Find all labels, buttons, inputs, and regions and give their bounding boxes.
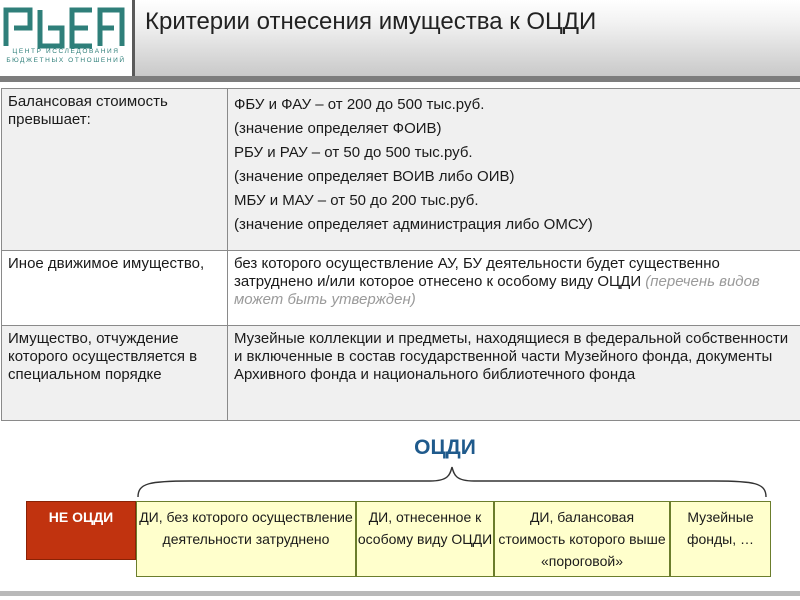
row3-label: Имущество, отчуждение которого осуществляется в специальном порядке [2, 326, 228, 421]
row2-content [228, 251, 800, 326]
ocdi-category-box: ДИ, без которого осуществление деятельности затруднено [136, 501, 356, 577]
row1-line: РБУ и РАУ – от 50 до 500 тыс.руб. [234, 144, 473, 161]
table-row [2, 326, 800, 421]
row1-line: (значение определяет ФОИВ) [234, 120, 442, 137]
criteria-table [1, 88, 800, 421]
row1-label: Балансовая стоимость превышает: [2, 89, 228, 251]
slide-header [0, 0, 800, 76]
ocdi-category-box: ДИ, отнесенное к особому виду ОЦДИ [356, 501, 494, 577]
footer-divider [0, 591, 800, 596]
row1-content [228, 89, 800, 251]
ocdi-category-box: Музейные фонды, … [670, 501, 771, 577]
row1-line: (значение определяет администрация либо ОМСУ) [234, 216, 593, 233]
table-row [2, 89, 800, 251]
ne-ocdi-box: НЕ ОЦДИ [26, 501, 136, 560]
ocdi-diagram [26, 501, 771, 577]
row1-line: МБУ и МАУ – от 50 до 200 тыс.руб. [234, 192, 479, 209]
row3-content: Музейные коллекции и предметы, находящиеся в федеральной собственности и включенные в состав государственной части Музейного фонда, документы Архивного фонда и национального библиотечного фонда [228, 326, 800, 421]
logo-subtitle-line-1: ЦЕНТР ИССЛЕДОВАНИЯ [12, 48, 120, 55]
diagram-title: ОЦДИ [414, 436, 476, 459]
table-row [2, 251, 800, 326]
row1-line: ФБУ и ФАУ – от 200 до 500 тыс.руб. [234, 96, 485, 113]
row1-line: (значение определяет ВОИВ либо ОИВ) [234, 168, 515, 185]
title-bar [132, 0, 800, 76]
ocdi-category-box: ДИ, балансовая стоимость которого выше «пороговой» [494, 501, 670, 577]
curly-brace-icon [130, 463, 770, 499]
page-title: Критерии отнесения имущества к ОЦДИ [145, 8, 597, 35]
row2-note: (перечень видов может быть утвержден) [234, 273, 760, 308]
header-divider [0, 76, 800, 82]
row2-label: Иное движимое имущество, [2, 251, 228, 326]
row2-text: без которого осуществление АУ, БУ деятельности будет существенно затруднено и/или которое отнесено к особому виду ОЦДИ [234, 255, 720, 290]
logo-subtitle-line-2: БЮДЖЕТНЫХ ОТНОШЕНИЙ [6, 57, 126, 64]
logo-mark-icon [0, 0, 132, 52]
logo [0, 0, 132, 76]
